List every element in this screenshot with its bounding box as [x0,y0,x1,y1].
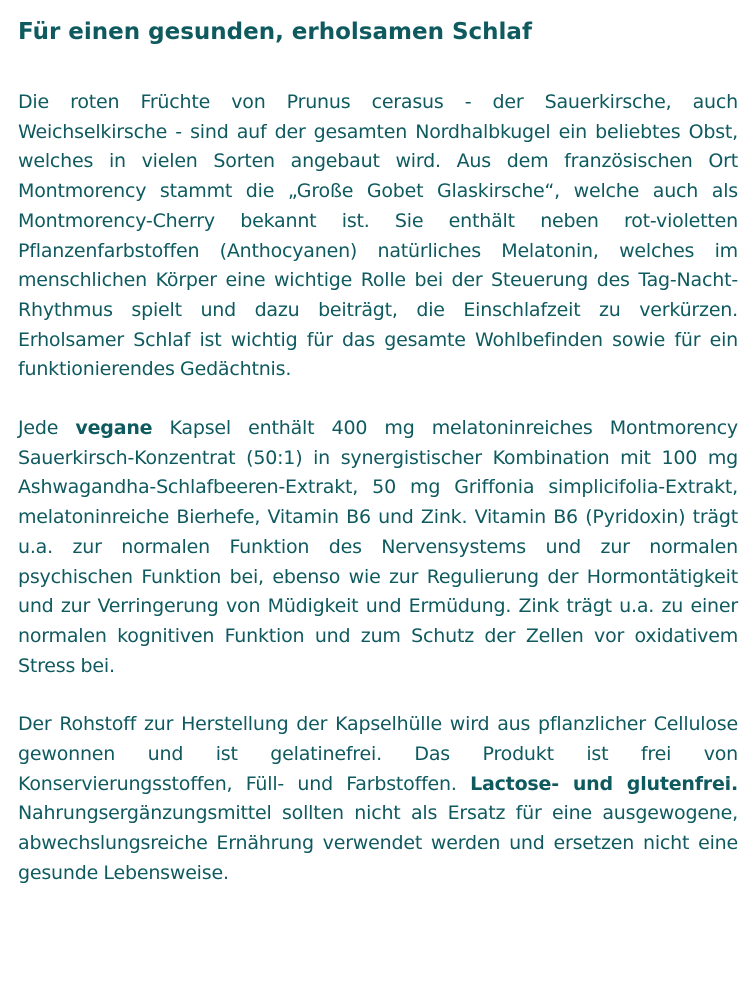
product-description [18,14,738,889]
lactose-gluten-free-highlight: Lactose- und glutenfrei. [470,772,738,795]
ingredients-text-rest: Kapsel enthält 400 mg melatoninreiches Montmorency Sauerkirsch-Konzentrat (50:1) in synergistischer Kombination mit 100 mg Ashwagandha-Schlafbeeren-Extrakt, 50 mg Griffonia simplicifolia-Extrakt, melatoninreiche Bierhefe, Vitamin B6 und Zink. Vitamin B6 (Pyridoxin) trägt u.a. zur normalen Funktion des Nervensystems und zur normalen psychischen Funktion bei, ebenso wie zur Regulierung der Hormontätigkeit und zur Verringerung von Müdigkeit und Ermüdung. Zink trägt u.a. zu einer normalen kognitiven Funktion und zum Schutz der Zellen vor oxidativem Stress bei. [18,417,738,677]
ingredients-text-start: Jede [18,417,76,440]
paragraph-capsule-info [18,710,738,888]
paragraph-ingredients [18,414,738,681]
page-title: Für einen gesunden, erholsamen Schlaf [18,19,532,45]
capsule-text-rest: Nahrungsergänzungsmittel sollten nicht als Ersatz für eine ausgewogene, abwechslungsreiche Ernährung verwendet werden und ersetzen nicht eine gesunde Lebensweise. [18,802,738,884]
vegan-highlight: vegane [75,417,153,440]
capsule-text-start: Der Rohstoff zur Herstellung der Kapselhülle wird aus pflanzlicher Cellulose gewonnen und ist gelatinefrei. Das Produkt ist frei von Konservierungsstoffen, Füll- und Farbstoffen. [18,713,738,795]
paragraph-sour-cherry: Die roten Früchte von Prunus cerasus - der Sauerkirsche, auch Weichselkirsche - sind auf der gesamten Nordhalbkugel ein beliebtes Obst, welches in vielen Sorten angebaut wird. Aus dem französischen Ort Montmorency stammt die „Große Gobet Glaskirsche“, welche auch als Montmorency-Cherry bekannt ist. Sie enthält neben rot-violetten Pflanzenfarbstoffen (Anthocyanen) natürliches Melatonin, welches im menschlichen Körper eine wichtige Rolle bei der Steuerung des Tag-Nacht-Rhythmus spielt und dazu beiträgt, die Einschlafzeit zu verkürzen. Erholsamer Schlaf ist wichtig für das gesamte Wohlbefinden sowie für ein funktionierendes Gedächtnis. [18,91,738,381]
